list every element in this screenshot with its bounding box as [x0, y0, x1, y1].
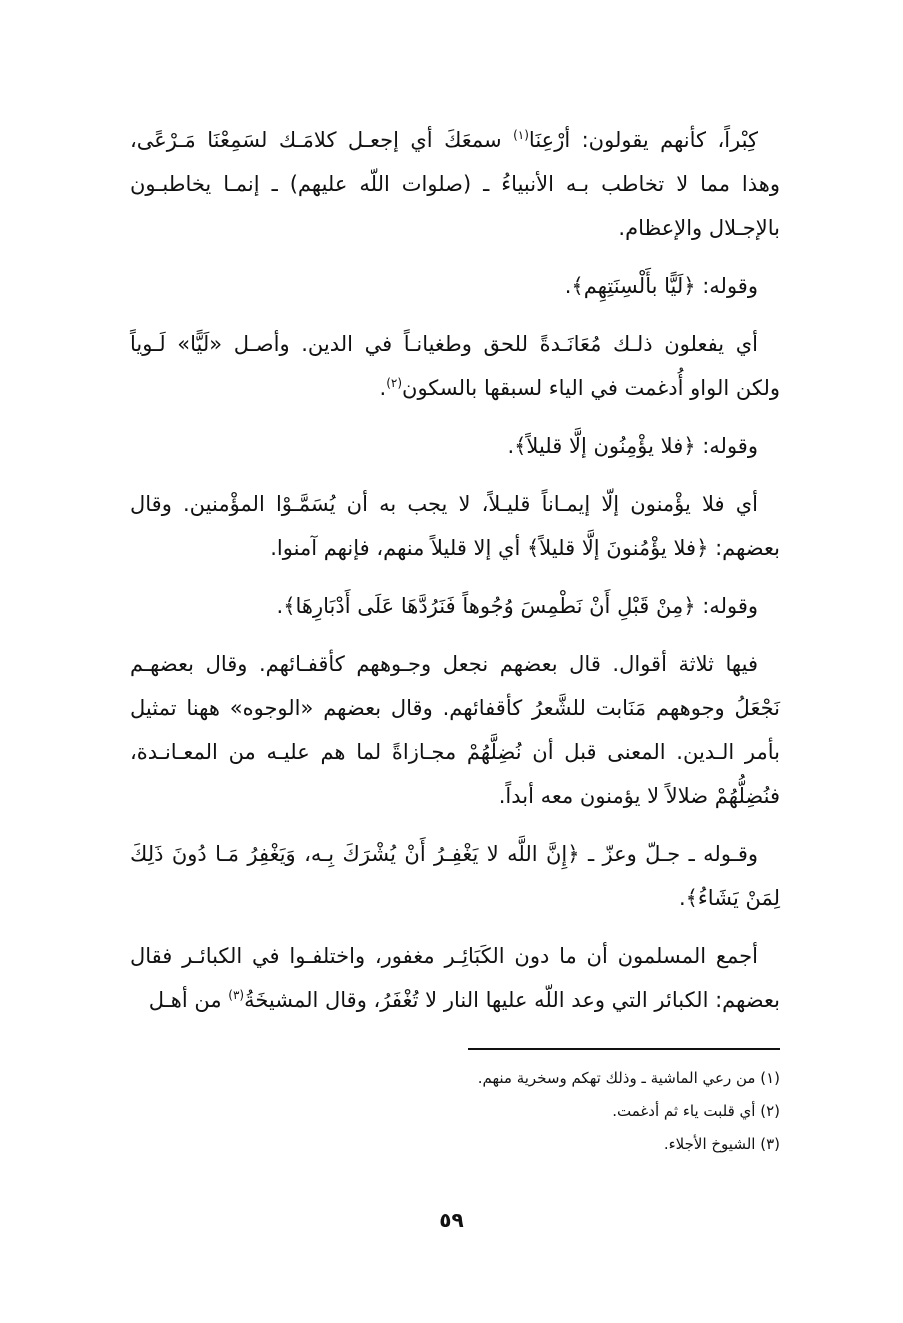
paragraph-2-text: وقوله: ﴿لَيًّا بأَلْسِنَتِهِم﴾.: [564, 274, 758, 298]
paragraph-8-text: وقـوله ـ جـلّ وعزّ ـ ﴿إِنَّ اللَّه لا يَغْفِـرُ أَنْ يُشْرَكَ بِـه، وَيَغْفِرُ مَـا دُونَ ذَلِكَ لِمَنْ يَشَاءُ﴾.: [130, 842, 780, 910]
footnotes: [380, 1062, 780, 1161]
paragraph-8: [130, 832, 780, 920]
paragraph-9-text-cont: من أهـل: [148, 988, 229, 1012]
footnote-1: (١) من رعي الماشية ـ وذلك تهكم وسخرية منهم.: [477, 1069, 780, 1087]
footnote-divider: [468, 1048, 780, 1050]
paragraph-9-text: أجمع المسلمون أن ما دون الكَبَائِـر مغفور، واختلفـوا في الكبائـر فقال بعضهم: الكبائر التي وعد اللّه عليها النار لا تُغْفَرُ، وقال المشيخَةُ: [130, 944, 780, 1012]
paragraph-3-text: أي يفعلون ذلـك مُعَانَـدةً للحق وطغيانـاً في الدين. وأصـل «لَيًّا» لَـوياً ولكن الواو أُدغمت في الياء لسبقها بالسكون: [130, 332, 780, 400]
footnote-ref-3: (٣): [228, 988, 245, 1002]
paragraph-1-text: كِبْراً، كأنهم يقولون: أرْعِنَا: [528, 128, 758, 152]
paragraph-5-text: أي فلا يؤْمنون إلّا إيمـاناً قليـلاً، لا يجب به أن يُسَمَّـوْا المؤْمنين. وقال بعضهم: ﴿فلا يؤْمُنونَ إلَّا قليلاً﴾ أي إلا قليلاً منهم، فإنهم آمنوا.: [130, 492, 780, 560]
paragraph-7: [130, 642, 780, 818]
paragraph-5: [130, 482, 780, 570]
paragraph-6: [130, 584, 780, 628]
paragraph-1: [130, 118, 780, 250]
paragraph-2: [130, 264, 780, 308]
footnote-2: (٢) أي قلبت ياء ثم أدغمت.: [612, 1102, 780, 1120]
paragraph-9: [130, 934, 780, 1022]
paragraph-3: [130, 322, 780, 410]
paragraph-6-text: وقوله: ﴿مِنْ قَبْلِ أَنْ نَطْمِسَ وُجُوهاً فَنَرُدَّهَا عَلَى أَدْبَارِهَا﴾.: [276, 594, 758, 618]
footnote-3: (٣) الشيوخ الأجلاء.: [663, 1135, 780, 1153]
page-number: ٥٩: [439, 1208, 464, 1232]
paragraph-1-text-cont: سمعَكَ أي إجعـل كلامَـك لسَمِعْنَا مَـرْعًى، وهذا مما لا تخاطب بـه الأنبياءُ ـ (صلوات اللّه عليهم) ـ إنمـا يخاطبـون بالإجـلال والإعظام.: [130, 128, 780, 240]
paragraph-7-text: فيها ثلاثة أقوال. قال بعضهم نجعل وجـوههم كأقفـائهم. وقال بعضهـم نَجْعَلُ وجوههم مَنَابت للشَّعرُ كأقفائهم. وقال بعضهم «الوجوه» ههنا تمثيل بأمر الـدين. المعنى قبل أن نُضِلَّهُمْ مجـازاةً لما هم عليـه من المعـانـدة، فنُضِلُّهُمْ ضلالاً لا يؤمنون معه أبداً.: [130, 652, 780, 808]
paragraph-4: [130, 424, 780, 468]
paragraph-3-text-cont: .: [379, 376, 387, 400]
footnote-ref-1: (١): [513, 128, 529, 142]
page-body: [130, 118, 780, 1036]
paragraph-4-text: وقوله: ﴿فلا يؤْمِنُون إلَّا قليلاً﴾.: [507, 434, 758, 458]
footnote-ref-2: (٢): [386, 376, 403, 390]
